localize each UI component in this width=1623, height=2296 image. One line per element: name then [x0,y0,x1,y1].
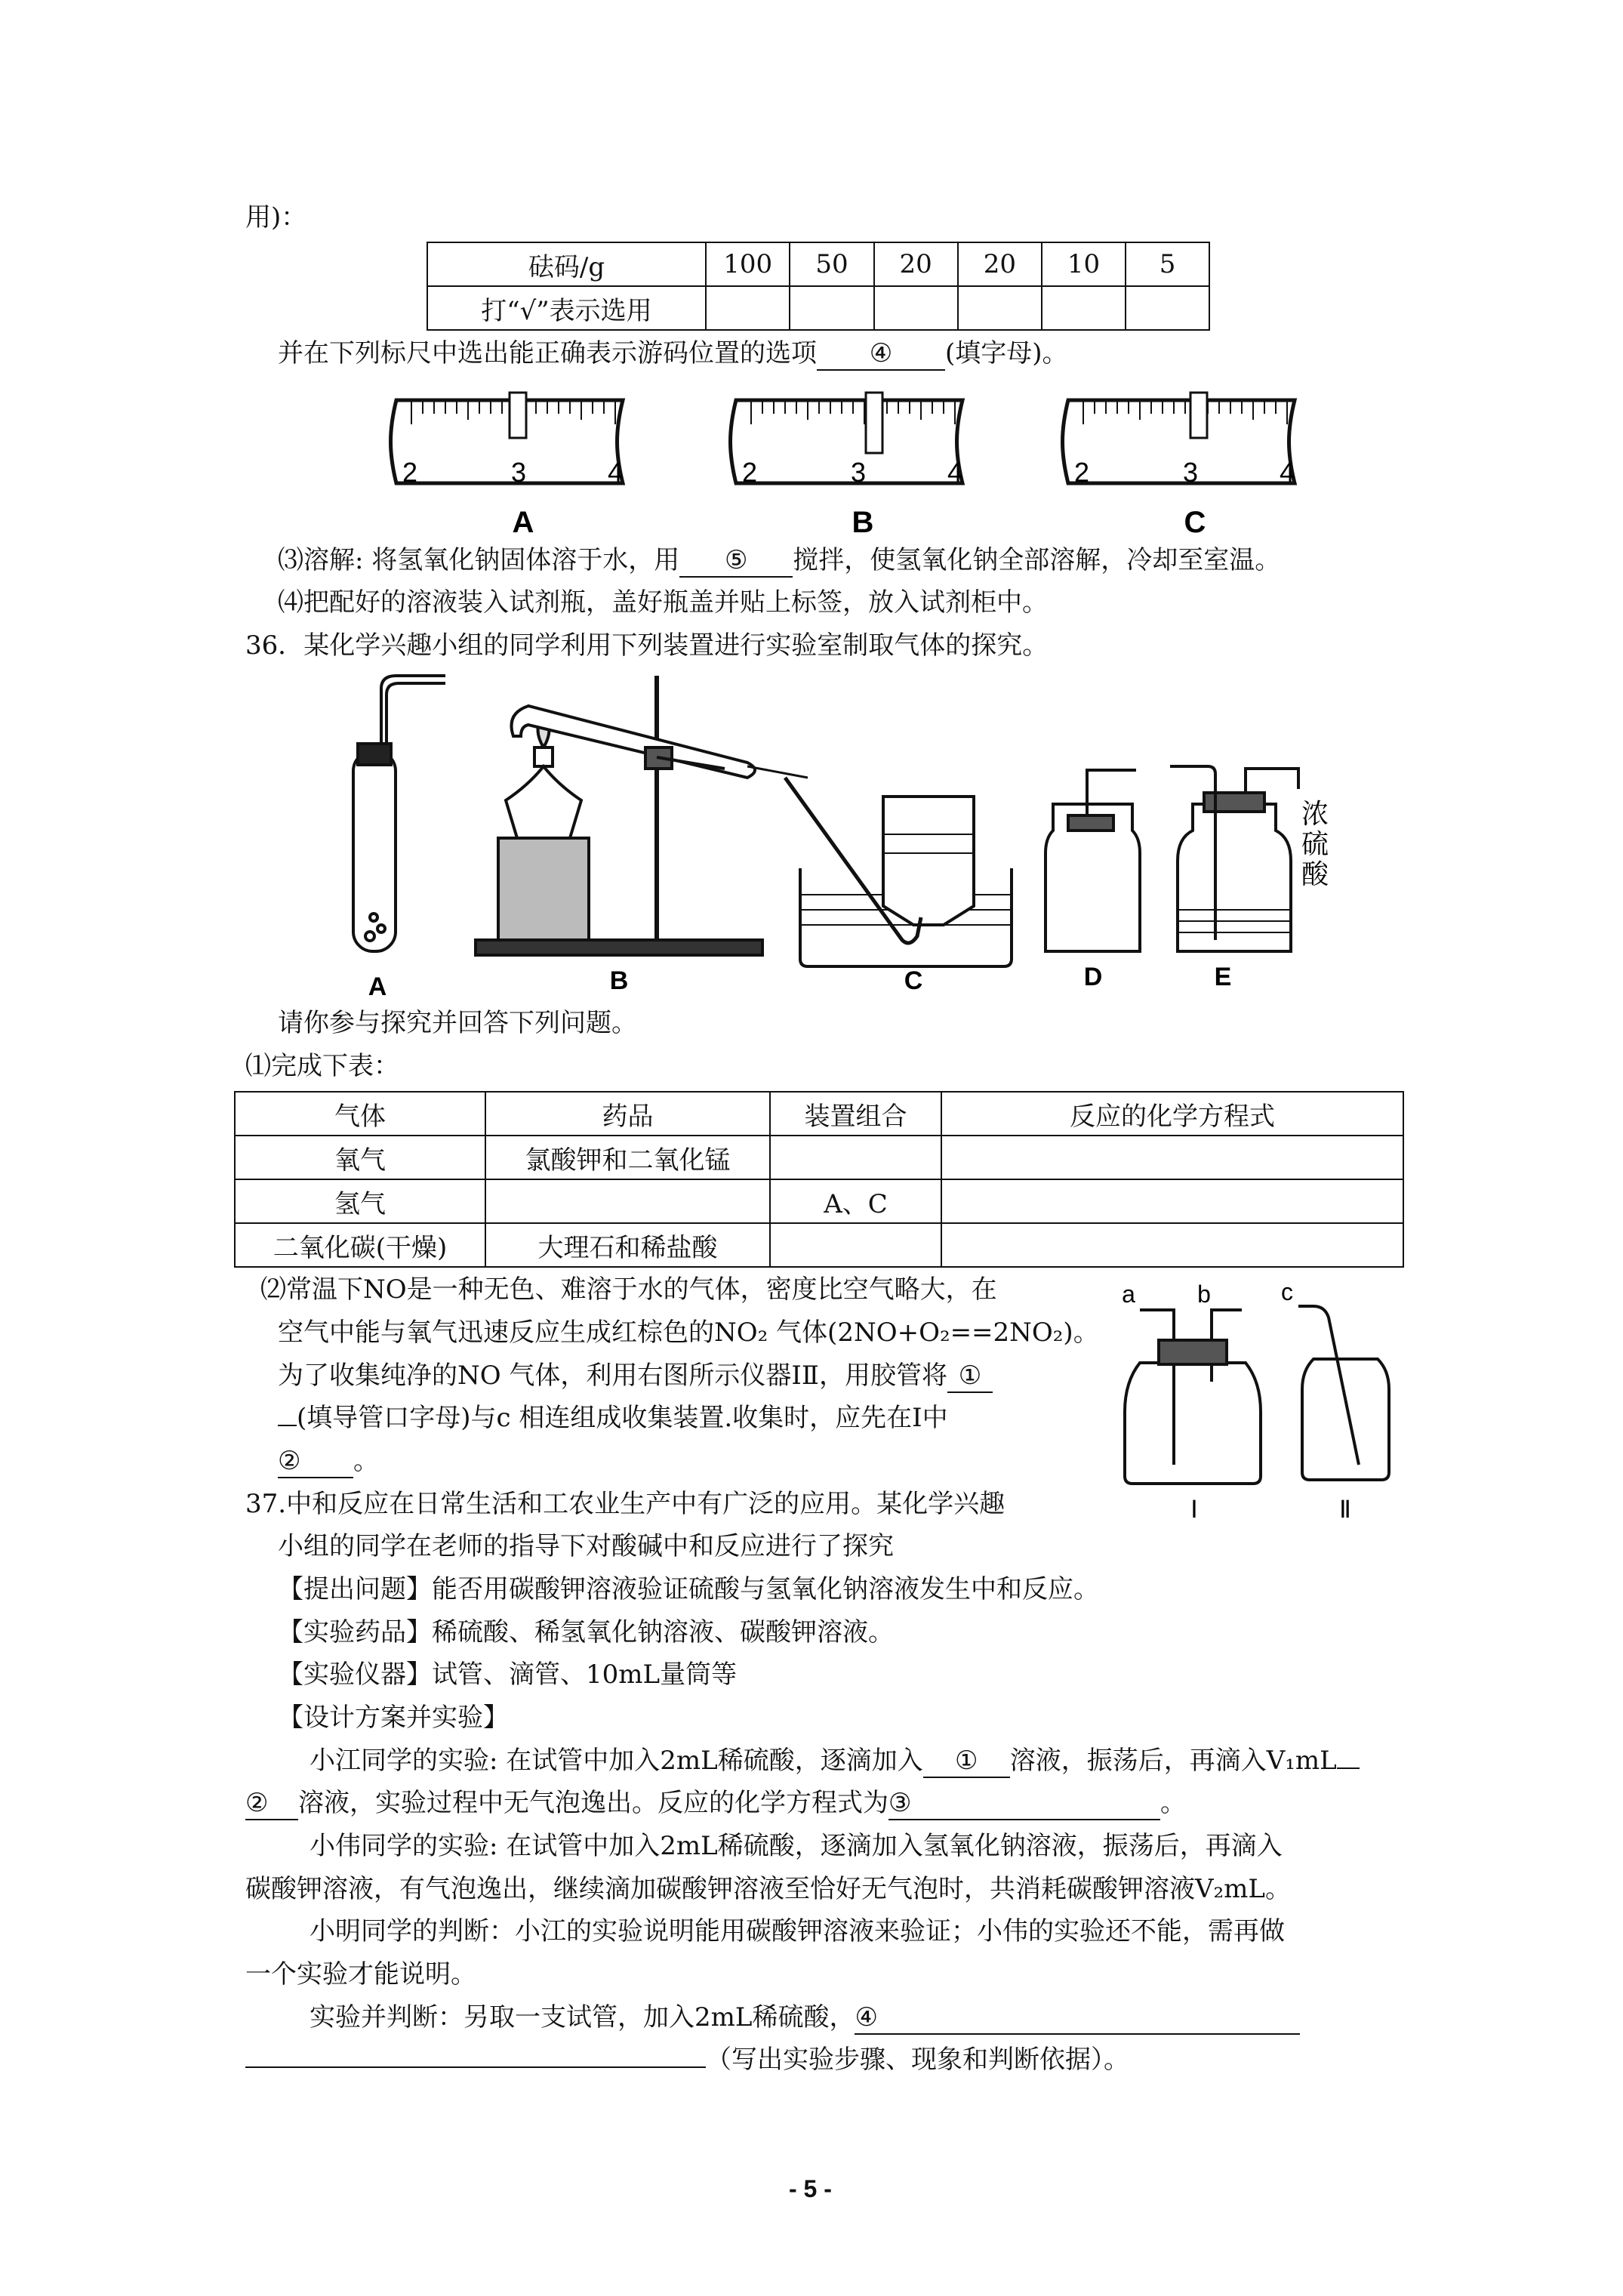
q36-part2-line: (填导管口字母)与c 相连组成收集装置.收集时，应先在Ⅰ中 [278,1403,948,1434]
answer-blank-4[interactable]: ④ [855,2002,1300,2035]
tick-label: 3 [1182,457,1199,488]
q37-instruments: 【实验仪器】试管、滴管、10mL量筒等 [278,1660,738,1690]
table-cell[interactable] [958,286,1042,330]
table-cell[interactable] [874,286,958,330]
apparatus-e [1170,766,1298,951]
table-header: 气体 [235,1092,485,1136]
table-cell[interactable] [1042,286,1126,330]
table-cell: 5 [1126,242,1209,286]
tick-label: 2 [1073,457,1090,488]
bottle-e-text: 浓 [1301,798,1329,829]
q37-experiment: 实验并判断：另取一支试管，加入2mL稀硫酸，④ [310,2002,1300,2035]
q37-xiaowei-1: 小伟同学的实验: 在试管中加入2mL稀硫酸，逐滴加入氢氧化钠溶液，振荡后，再滴入 [310,1831,1283,1861]
table-cell[interactable] [790,286,873,330]
table-cell: 20 [958,242,1042,286]
apparatus-label: E [1214,963,1232,991]
table-cell[interactable] [485,1179,770,1223]
q37-line: 37.中和反应在日常生活和工农业生产中有广泛的应用。某化学兴趣 [245,1489,1006,1519]
apparatus-a [353,676,445,951]
q37-xiaoming-1: 小明同学的判断：小江的实验说明能用碳酸钾溶液来验证；小伟的实验还不能，需再做 [310,1916,1285,1946]
q37-design: 【设计方案并实验】 [278,1703,509,1733]
q36-part1: ⑴完成下表： [245,1051,399,1081]
answer-blank-5[interactable]: ⑤ [679,545,793,578]
apparatus-c [785,778,1012,966]
table-cell[interactable] [941,1179,1403,1223]
table-cell: 打“√”表示选用 [427,286,706,330]
answer-blank-2[interactable]: ② [278,1446,353,1478]
table-header: 反应的化学方程式 [941,1092,1403,1136]
q37-line: 小组的同学在老师的指导下对酸碱中和反应进行了探究 [278,1531,894,1561]
q36-part2-line: ⑵常温下NO是一种无色、难溶于水的气体，密度比空气略大，在 [260,1274,997,1305]
q36-part2-line: 为了收集纯净的NO 气体，利用右图所示仪器ⅠⅡ，用胶管将 ① [278,1361,993,1393]
answer-blank-3[interactable]: ③ [888,1788,1160,1820]
table-cell: 二氧化碳(干燥) [235,1223,485,1267]
apparatus-figure [325,378,1329,997]
tick-label: 2 [741,457,758,488]
q37-question: 【提出问题】能否用碳酸钾溶液验证硫酸与氢氧化钠溶液发生中和反应。 [278,1574,1099,1604]
table-row [235,1136,1403,1179]
answer-blank-1-cont[interactable] [278,1425,297,1426]
table-header: 砝码/g [427,242,706,286]
port-label: a [1122,1284,1135,1308]
page-number: - 5 - [789,2175,832,2202]
q36-prompt: 请你参与探究并回答下列问题。 [278,1008,637,1038]
table-cell[interactable] [941,1136,1403,1179]
tick-label: 2 [402,457,418,488]
text-line: 用)： [245,202,307,233]
q37-experiment-2: （写出实验步骤、现象和判断依据）。 [245,2045,1129,2076]
tick-label: 4 [947,457,963,488]
figure-label: Ⅱ [1339,1496,1351,1523]
gas-table [234,1091,1404,1268]
tick-label: 3 [850,457,867,488]
table-cell[interactable] [1126,286,1209,330]
table-row [235,1223,1403,1267]
answer-blank-2-cont[interactable]: ② [245,1788,298,1820]
q37-xiaowei-2: 碳酸钾溶液，有气泡逸出，继续滴加碳酸钾溶液至恰好无气泡时，共消耗碳酸钾溶液V₂mL。 [245,1874,1291,1904]
q36-part2-line: 空气中能与氧气迅速反应生成红棕色的NO₂ 气体(2NO+O₂==2NO₂)。 [278,1318,1099,1348]
answer-blank-4-cont[interactable] [245,2066,706,2068]
table-cell[interactable] [770,1136,941,1179]
collection-figure [1110,1284,1397,1533]
table-cell[interactable] [941,1223,1403,1267]
tick-label: 4 [607,457,624,488]
apparatus-label: D [1083,963,1103,991]
table-cell: 氢气 [235,1179,485,1223]
q37-drugs: 【实验药品】稀硫酸、稀氢氧化钠溶液、碳酸钾溶液。 [278,1617,894,1647]
table-cell: 50 [790,242,873,286]
q37-xiaoming-2: 一个实验才能说明。 [245,1959,476,1989]
tick-label: 4 [1279,457,1295,488]
port-label: b [1197,1284,1211,1308]
table-cell[interactable] [770,1223,941,1267]
bottle-e-text: 酸 [1301,858,1329,889]
table-cell: 10 [1042,242,1126,286]
table-row [235,1179,1403,1223]
apparatus-d [1046,770,1140,951]
table-header: 装置组合 [770,1092,941,1136]
tick-label: 3 [510,457,527,488]
ruler-question: 并在下列标尺中选出能正确表示游码位置的选项 ④ (填字母)。 [278,338,1068,371]
weights-table [427,242,1210,331]
table-cell: 氯酸钾和二氧化锰 [485,1136,770,1179]
step-4: ⑷把配好的溶液装入试剂瓶，盖好瓶盖并贴上标签，放入试剂柜中。 [278,587,1048,618]
table-cell: 大理石和稀盐酸 [485,1223,770,1267]
ruler-label: A [512,506,534,539]
answer-blank-4[interactable]: ④ [817,338,945,371]
answer-blank-1[interactable]: ① [947,1361,993,1393]
q37-xiaojiang-2: ② 溶液，实验过程中无气泡逸出。反应的化学方程式为③ 。 [245,1788,1186,1820]
apparatus-label: A [368,972,387,997]
table-cell: 氧气 [235,1136,485,1179]
table-cell[interactable] [706,286,790,330]
table-header: 药品 [485,1092,770,1136]
q37-xiaojiang-1: 小江同学的实验: 在试管中加入2mL稀硫酸，逐滴加入 ① 溶液，振荡后，再滴入V₁mL [310,1746,1360,1778]
table-cell: 20 [874,242,958,286]
answer-blank-1[interactable]: ① [923,1746,1010,1778]
apparatus-label: B [609,966,629,995]
ruler-label: C [1184,506,1206,539]
q36-intro: 36．某化学兴趣小组的同学利用下列装置进行实验室制取气体的探究。 [245,630,1049,661]
table-cell: A、C [770,1179,941,1223]
step-3: ⑶溶解: 将氢氧化钠固体溶于水，用 ⑤ 搅拌，使氢氧化钠全部溶解，冷却至室温。 [278,545,1280,578]
apparatus-b [476,676,808,955]
answer-blank-2[interactable] [1337,1767,1360,1769]
bottle-e-text: 硫 [1301,828,1329,859]
port-label: c [1281,1284,1293,1305]
ruler-label: B [852,506,874,539]
apparatus-label: C [904,966,923,995]
figure-label: Ⅰ [1190,1496,1198,1523]
q36-part2-line: ② 。 [278,1446,379,1478]
table-cell: 100 [706,242,790,286]
